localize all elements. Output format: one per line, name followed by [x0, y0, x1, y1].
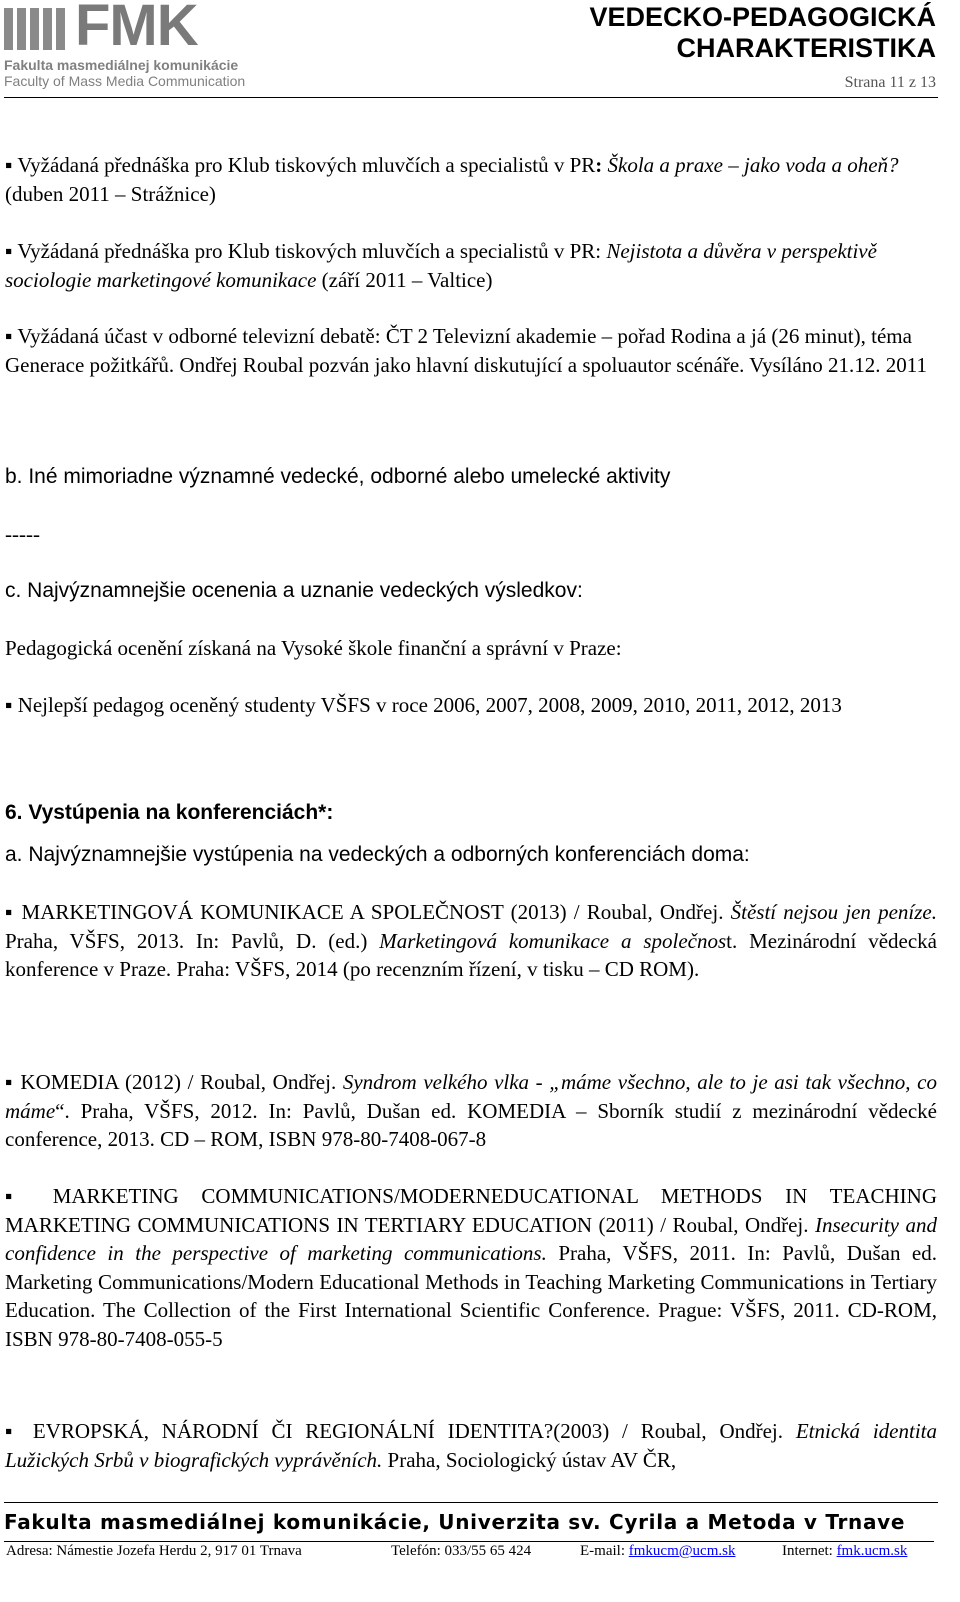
- document-title-line2: CHARAKTERISTIKA: [676, 33, 936, 63]
- fmk-logo-bars: [4, 8, 70, 50]
- conference-item-2: ▪ KOMEDIA (2012) / Roubal, Ondřej. Syndrom velkého vlka - „máme všechno, ale to je asi tak všechno, co máme“. Praha, VŠFS, 2012. In: Pavlů, Dušan ed. KOMEDIA – Sborník studií z mezinárodní vědecké conference, 2013. CD – ROM, ISBN 978-80-7408-067-8: [5, 1070, 937, 1151]
- empty-dashes: -----: [5, 522, 40, 546]
- document-title-line1: VEDECKO-PEDAGOGICKÁ: [589, 2, 936, 32]
- conference-item-3: ▪ MARKETING COMMUNICATIONS/MODERNEDUCATIONAL METHODS IN TEACHING MARKETING COMMUNICATIONS IN TERTIARY EDUCATION (2011) / Roubal, Ondřej. Insecurity and confidence in the perspective of marketing communications. Praha, VŠFS, 2011. In: Pavlů, Dušan ed. Marketing Communications/Modern Educational Methods in Teaching Marketing Communications in Tertiary Education. The Collection of the First International Scientific Conference. Prague: VŠFS, 2011. CD-ROM, ISBN 978-80-7408-055-5: [5, 1184, 937, 1351]
- section-6-heading: 6. Vystúpenia na konferenciách*:: [5, 801, 334, 824]
- footer-address: Adresa: Námestie Jozefa Herdu 2, 917 01 Trnava: [6, 1543, 302, 1559]
- email-link[interactable]: fmkucm@ucm.sk: [628, 1543, 736, 1559]
- footer-web: Internet: fmk.ucm.sk: [782, 1543, 908, 1559]
- document-title: [589, 2, 936, 64]
- footer-phone: Telefón: 033/55 65 424: [391, 1543, 532, 1559]
- web-link[interactable]: fmk.ucm.sk: [836, 1543, 908, 1559]
- footer-divider: [4, 1502, 938, 1503]
- footer-email: E-mail: fmkucm@ucm.sk: [580, 1543, 736, 1559]
- lecture-item-1: ▪ Vyžádaná přednáška pro Klub tiskových mluvčích a specialistů v PR: Škola a praxe – jako voda a oheň? (duben 2011 – Strážnice): [5, 153, 899, 206]
- tv-debate-item: ▪ Vyžádaná účast v odborné televizní debatě: ČT 2 Televizní akademie – pořad Rodina a já (26 minut), téma Generace požitkářů. Ondřej Roubal pozván jako hlavní diskutující a spoluautor scénáře. Vysíláno 21.12. 2011: [5, 324, 928, 377]
- awards-intro: Pedagogická ocenění získaná na Vysoké škole finanční a správní v Praze:: [5, 636, 622, 660]
- fmk-logo: FMK: [75, 0, 198, 58]
- section-b-heading: b. Iné mimoriadne významné vedecké, odborné alebo umelecké aktivity: [5, 465, 671, 488]
- footer-line: [4, 1541, 934, 1542]
- conference-item-1: ▪ MARKETINGOVÁ KOMUNIKACE A SPOLEČNOST (2013) / Roubal, Ondřej. Štěstí nejsou jen peníze. Praha, VŠFS, 2013. In: Pavlů, D. (ed.) Marketingová komunikace a společnost. Mezinárodní vědecká konference v Praze. Praha: VŠFS, 2014 (po recenzním řízení, v tisku – CD ROM).: [5, 900, 937, 981]
- footer-title: Fakulta masmediálnej komunikácie, Univerzita sv. Cyrila a Metoda v Trnave: [4, 1510, 906, 1534]
- conference-item-4: ▪ EVROPSKÁ, NÁRODNÍ ČI REGIONÁLNÍ IDENTITA?(2003) / Roubal, Ondřej. Etnická identita Lužických Srbů v biografických vyprávěních. Praha, Sociologický ústav AV ČR,: [5, 1419, 937, 1472]
- logo-subtitle-sk: Fakulta masmediálnej komunikácie: [4, 57, 239, 73]
- header-divider: [4, 97, 938, 98]
- section-c-heading: c. Najvýznamnejšie ocenenia a uznanie vedeckých výsledkov:: [5, 579, 583, 602]
- lecture-item-2: ▪ Vyžádaná přednáška pro Klub tiskových mluvčích a specialistů v PR: Nejistota a důvěra v perspektivě sociologie marketingové komunikace (září 2011 – Valtice): [5, 239, 877, 292]
- award-item: ▪ Nejlepší pedagog oceněný studenty VŠFS v roce 2006, 2007, 2008, 2009, 2010, 2011, 2012, 2013: [5, 693, 842, 717]
- section-6a-heading: a. Najvýznamnejšie vystúpenia na vedeckých a odborných konferenciách doma:: [5, 843, 750, 866]
- logo-subtitle-en: Faculty of Mass Media Communication: [4, 73, 246, 89]
- page-number: Strana 11 z 13: [844, 74, 936, 91]
